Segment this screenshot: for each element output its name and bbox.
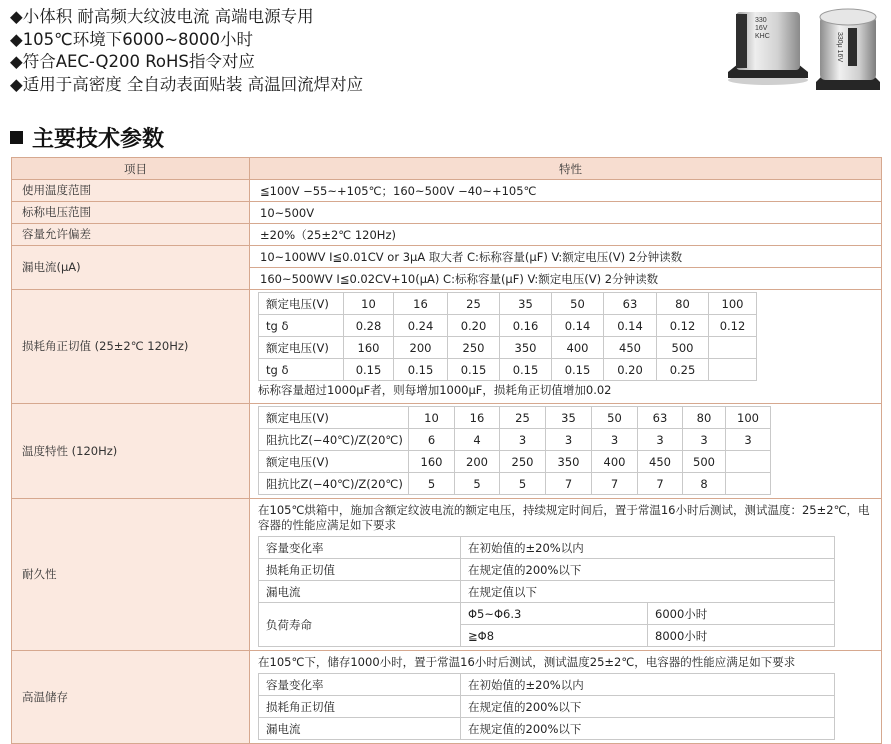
row-label: 损耗角正切值 (25±2℃ 120Hz): [12, 290, 250, 404]
feature-item: ◆105℃环境下6000~8000小时: [10, 29, 254, 49]
storage-description: 在105℃下，储存1000小时，置于常温16小时后测试，测试温度25±2℃，电容器的性能应满足如下要求: [258, 655, 796, 669]
capacitor-marking: KHC: [755, 33, 770, 40]
feature-item: ◆符合AEC-Q200 RoHS指令对应: [10, 52, 255, 71]
table-row: [259, 451, 771, 473]
tan-delta-table: [258, 292, 757, 381]
table-row: [259, 429, 771, 451]
cell: 3: [592, 429, 638, 451]
cell: 0.15: [552, 359, 604, 381]
cell: 16: [455, 407, 500, 429]
cell: [726, 473, 771, 495]
cell: 额定电压(V): [259, 337, 344, 359]
table-row: [259, 359, 757, 381]
cell: [709, 337, 757, 359]
cell: 5: [455, 473, 500, 495]
row-label: 漏电流(μA): [12, 246, 250, 290]
cell: 0.15: [500, 359, 552, 381]
table-row: [259, 537, 835, 559]
table-row: [12, 290, 882, 404]
table-header-row: [12, 158, 882, 180]
table-row: [259, 559, 835, 581]
cell: 450: [604, 337, 657, 359]
cell: 16: [394, 293, 448, 315]
cell: 损耗角正切值: [259, 696, 461, 718]
section-title: [10, 122, 164, 153]
table-row: [259, 718, 835, 740]
cell: 10: [344, 293, 394, 315]
cell: 8: [683, 473, 726, 495]
row-value: ±20%（25±2℃ 120Hz): [250, 224, 882, 246]
cell: 400: [592, 451, 638, 473]
table-row: [259, 407, 771, 429]
cell: 80: [657, 293, 709, 315]
cell: 0.28: [344, 315, 394, 337]
cell: 0.20: [604, 359, 657, 381]
cell: 350: [546, 451, 592, 473]
cell: 500: [657, 337, 709, 359]
table-row: [12, 202, 882, 224]
cell: 3: [683, 429, 726, 451]
table-row: [259, 581, 835, 603]
cell: 5: [409, 473, 455, 495]
row-label: 耐久性: [12, 499, 250, 651]
cell: 63: [638, 407, 683, 429]
cell: 0.15: [448, 359, 500, 381]
square-bullet-icon: [10, 131, 23, 144]
cell: 160: [344, 337, 394, 359]
cell: ≧Φ8: [461, 625, 648, 647]
capacitor-image-top: [812, 6, 882, 96]
cell: 200: [394, 337, 448, 359]
cell: 0.15: [394, 359, 448, 381]
table-row: [12, 404, 882, 499]
cell: 0.12: [657, 315, 709, 337]
cell: 6000小时: [648, 603, 835, 625]
cell: 容量变化率: [259, 537, 461, 559]
cell: 350: [500, 337, 552, 359]
cell: 6: [409, 429, 455, 451]
spec-table: [11, 157, 882, 744]
capacitor-marking: 16V: [755, 25, 768, 32]
cell: 在初始值的±20%以内: [461, 674, 835, 696]
cell: 80: [683, 407, 726, 429]
cell: 负荷寿命: [259, 603, 461, 647]
row-label: 高温储存: [12, 651, 250, 744]
table-row: [12, 651, 882, 744]
section-title-text: 主要技术参数: [32, 127, 165, 152]
cell: 400: [552, 337, 604, 359]
cell: 25: [448, 293, 500, 315]
row-value: 10~100WV I≦0.01CV or 3μA 取大者 C:标称容量(μF) V:额定电压(V) 2分钟读数: [250, 246, 882, 268]
row-label: 容量允许偏差: [12, 224, 250, 246]
table-row: [259, 603, 835, 625]
capacitor-image-front: [722, 6, 812, 86]
row-value: 10~500V: [250, 202, 882, 224]
cell: 8000小时: [648, 625, 835, 647]
cell: 额定电压(V): [259, 293, 344, 315]
cell: Φ5~Φ6.3: [461, 603, 648, 625]
cell: 3: [638, 429, 683, 451]
cell: 额定电压(V): [259, 451, 409, 473]
cell: 10: [409, 407, 455, 429]
cell: 35: [500, 293, 552, 315]
table-row: [259, 674, 835, 696]
cell: [726, 451, 771, 473]
cell: 在初始值的±20%以内: [461, 537, 835, 559]
table-row: [259, 337, 757, 359]
row-label: 使用温度范围: [12, 180, 250, 202]
table-row: [259, 473, 771, 495]
cell: 250: [448, 337, 500, 359]
cell: 25: [500, 407, 546, 429]
tan-delta-cell: [250, 290, 882, 404]
cell: 0.14: [552, 315, 604, 337]
cell: 450: [638, 451, 683, 473]
table-row: [12, 224, 882, 246]
row-value: ≦100V −55~+105℃；160~500V −40~+105℃: [250, 180, 882, 202]
cell: 阻抗比Z(−40℃)/Z(20℃): [259, 473, 409, 495]
cell: 50: [592, 407, 638, 429]
cell: 容量变化率: [259, 674, 461, 696]
cell: 0.14: [604, 315, 657, 337]
cell: 在规定值的200%以下: [461, 718, 835, 740]
cell: 3: [546, 429, 592, 451]
row-label: 标称电压范围: [12, 202, 250, 224]
storage-cell: [250, 651, 882, 744]
cell: 0.20: [448, 315, 500, 337]
header-item: 项目: [12, 158, 250, 180]
row-value: 160~500WV I≦0.02CV+10(μA) C:标称容量(μF) V:额定电压(V) 2分钟读数: [250, 268, 882, 290]
table-row: [12, 180, 882, 202]
capacitor-marking: 330μ 16V: [836, 32, 843, 63]
cell: 在规定值的200%以下: [461, 696, 835, 718]
temp-char-cell: [250, 404, 882, 499]
table-row: [259, 696, 835, 718]
cell: 200: [455, 451, 500, 473]
table-row: [259, 293, 757, 315]
cell: tg δ: [259, 359, 344, 381]
temp-char-table: [258, 406, 771, 495]
endurance-table: [258, 536, 835, 647]
cell: 在规定值的200%以下: [461, 559, 835, 581]
cell: 在规定值以下: [461, 581, 835, 603]
cell: 0.15: [344, 359, 394, 381]
cell: 500: [683, 451, 726, 473]
cell: 4: [455, 429, 500, 451]
cell: 3: [500, 429, 546, 451]
capacitor-marking: 330: [755, 17, 767, 24]
cell: 160: [409, 451, 455, 473]
cell: 7: [638, 473, 683, 495]
cell: 漏电流: [259, 718, 461, 740]
endurance-description: 在105℃烘箱中，施加含额定纹波电流的额定电压，持续规定时间后，置于常温16小时后测试，测试温度：25±2℃，电容器的性能应满足如下要求: [258, 503, 870, 532]
cell: 100: [709, 293, 757, 315]
row-label: 温度特性 (120Hz): [12, 404, 250, 499]
cell: [709, 359, 757, 381]
cell: 0.24: [394, 315, 448, 337]
cell: 35: [546, 407, 592, 429]
cell: 0.25: [657, 359, 709, 381]
table-row: [12, 499, 882, 651]
table-row: [12, 246, 882, 268]
cell: 5: [500, 473, 546, 495]
feature-item: ◆小体积 耐高频大纹波电流 高端电源专用: [10, 7, 314, 26]
header-characteristics: 特性: [250, 158, 882, 180]
feature-item: ◆适用于高密度 全自动表面贴装 高温回流焊对应: [10, 74, 364, 94]
cell: tg δ: [259, 315, 344, 337]
cell: 3: [726, 429, 771, 451]
storage-table: [258, 673, 835, 740]
cell: 损耗角正切值: [259, 559, 461, 581]
cell: 漏电流: [259, 581, 461, 603]
cell: 50: [552, 293, 604, 315]
cell: 250: [500, 451, 546, 473]
cell: 0.16: [500, 315, 552, 337]
cell: 100: [726, 407, 771, 429]
cell: 7: [592, 473, 638, 495]
endurance-cell: [250, 499, 882, 651]
tan-delta-note: 标称容量超过1000μF者，则每增加1000μF，损耗角正切值增加0.02: [258, 383, 612, 397]
feature-list: [10, 6, 363, 96]
cell: 0.12: [709, 315, 757, 337]
cell: 7: [546, 473, 592, 495]
cell: 63: [604, 293, 657, 315]
cell: 额定电压(V): [259, 407, 409, 429]
table-row: [259, 315, 757, 337]
cell: 阻抗比Z(−40℃)/Z(20℃): [259, 429, 409, 451]
